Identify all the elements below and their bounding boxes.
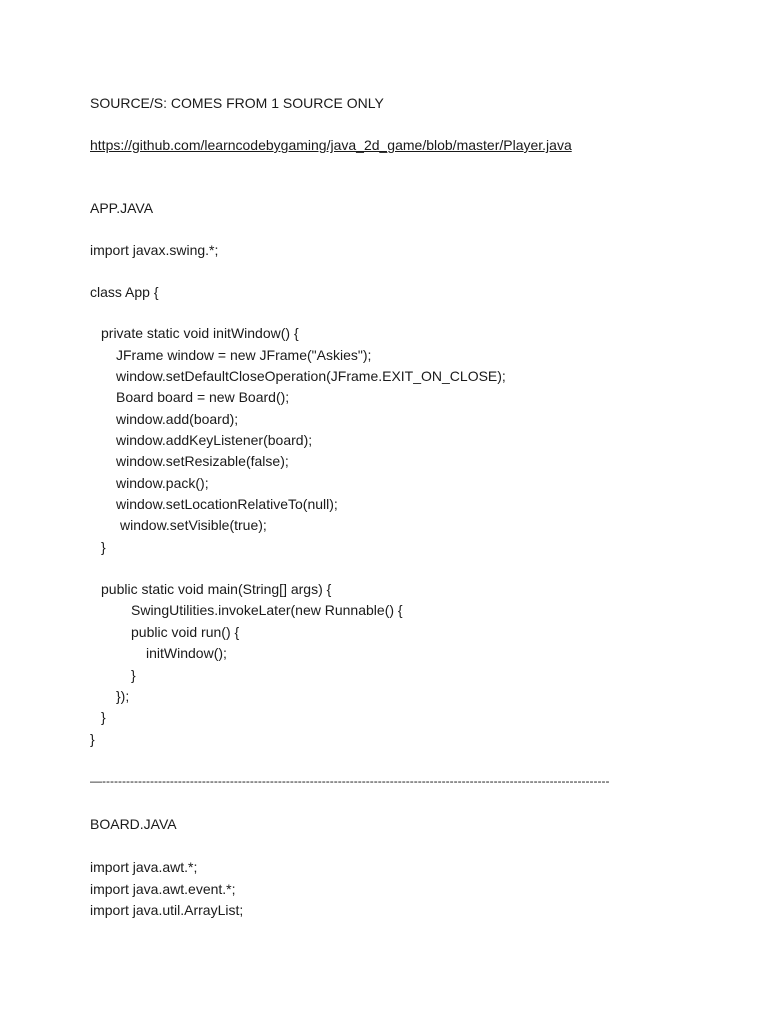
- code-line: }: [90, 731, 95, 747]
- code-line: }: [131, 667, 136, 683]
- code-line: public static void main(String[] args) {: [101, 581, 332, 597]
- code-line: public void run() {: [131, 624, 240, 640]
- code-line: }: [101, 539, 106, 555]
- code-line: });: [116, 688, 130, 704]
- code-line: window.setDefaultCloseOperation(JFrame.EXIT_ON_CLOSE);: [116, 368, 506, 384]
- source-link[interactable]: https://github.com/learncodebygaming/java_2d_game/blob/master/Player.java: [90, 137, 572, 153]
- code-line: window.add(board);: [116, 411, 239, 427]
- code-line: import java.awt.event.*;: [90, 881, 236, 897]
- code-line: JFrame window = new JFrame("Askies");: [116, 347, 372, 363]
- board-java-heading: BOARD.JAVA: [90, 816, 177, 832]
- code-line: SwingUtilities.invokeLater(new Runnable() {: [131, 602, 403, 618]
- code-line: import javax.swing.*;: [90, 242, 219, 258]
- code-line: window.addKeyListener(board);: [116, 432, 313, 448]
- code-line: Board board = new Board();: [116, 389, 290, 405]
- source-note: SOURCE/S: COMES FROM 1 SOURCE ONLY: [90, 95, 384, 111]
- code-line: import java.awt.*;: [90, 859, 198, 875]
- app-java-heading: APP.JAVA: [90, 200, 154, 216]
- code-line: private static void initWindow() {: [101, 325, 299, 341]
- code-line: import java.util.ArrayList;: [90, 902, 244, 918]
- code-line: class App {: [90, 284, 159, 300]
- code-line: window.setResizable(false);: [116, 453, 289, 469]
- code-line: initWindow();: [146, 645, 227, 661]
- code-line: }: [101, 709, 106, 725]
- section-separator: —-------------------------------------------------------------------------------------------------------------------------------: [90, 774, 610, 788]
- code-line: window.pack();: [116, 475, 209, 491]
- code-line: window.setLocationRelativeTo(null);: [116, 496, 338, 512]
- code-line: window.setVisible(true);: [120, 517, 267, 533]
